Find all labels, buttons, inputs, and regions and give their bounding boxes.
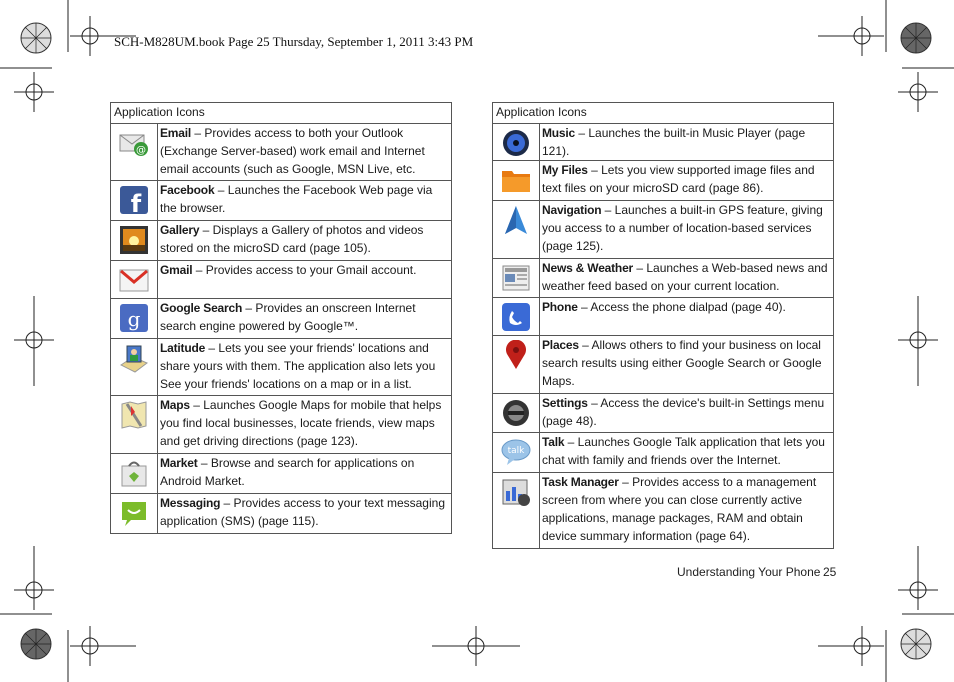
list-item: My Files – Lets you view supported image files and text files on your microSD card (page 86). bbox=[540, 161, 834, 201]
music-icon bbox=[501, 128, 531, 158]
email-icon bbox=[119, 128, 149, 158]
svg-text:g: g bbox=[127, 307, 141, 331]
svg-text:f: f bbox=[130, 190, 142, 215]
settings-icon bbox=[501, 398, 531, 428]
my-files-icon bbox=[501, 165, 531, 195]
list-item: Settings – Access the device's built-in Settings menu (page 48). bbox=[540, 394, 834, 433]
gallery-icon bbox=[119, 225, 149, 255]
phone-icon bbox=[501, 302, 531, 332]
list-item: Task Manager – Provides access to a management screen from where you can close currently active applications, manage packages, RAM and obtain device summary information (page 64). bbox=[540, 473, 834, 549]
list-item: Gmail – Provides access to your Gmail account. bbox=[158, 261, 452, 299]
application-icons-table-left bbox=[110, 102, 452, 534]
list-item: Maps – Launches Google Maps for mobile that helps you find local businesses, locate friends, view maps and get driving directions (page 123). bbox=[158, 396, 452, 454]
task-manager-icon bbox=[501, 477, 531, 507]
list-item: News & Weather – Launches a Web-based news and weather feed based on your current location. bbox=[540, 259, 834, 298]
table-title: Application Icons bbox=[493, 103, 834, 124]
market-icon bbox=[119, 458, 149, 488]
page-number: 25 bbox=[823, 565, 837, 579]
talk-icon bbox=[501, 437, 531, 467]
svg-text:@: @ bbox=[136, 145, 146, 156]
footer-section-title: Understanding Your Phone bbox=[677, 565, 821, 579]
list-item: Market – Browse and search for applications on Android Market. bbox=[158, 454, 452, 494]
book-info-line: SCH-M828UM.book Page 25 Thursday, September 1, 2011 3:43 PM bbox=[114, 34, 474, 49]
list-item: Facebook – Launches the Facebook Web page via the browser. bbox=[158, 181, 452, 221]
talk-icon-label: talk bbox=[507, 446, 525, 456]
list-item: Music – Launches the built-in Music Player (page 121). bbox=[540, 124, 834, 161]
places-icon bbox=[501, 340, 531, 370]
navigation-icon bbox=[501, 205, 531, 235]
list-item: Google Search – Provides an onscreen Internet search engine powered by Google™. bbox=[158, 299, 452, 339]
list-item: Messaging – Provides access to your text messaging application (SMS) (page 115). bbox=[158, 494, 452, 534]
google-search-icon bbox=[119, 303, 149, 333]
gmail-icon bbox=[119, 265, 149, 295]
list-item: Email – Provides access to both your Outlook (Exchange Server-based) work email and Internet email accounts (such as Google, MSN Live, etc. bbox=[158, 124, 452, 181]
messaging-icon bbox=[119, 498, 149, 528]
application-icons-table-right bbox=[492, 102, 834, 549]
list-item: Phone – Access the phone dialpad (page 40). bbox=[540, 298, 834, 336]
latitude-icon bbox=[119, 343, 149, 373]
maps-icon bbox=[119, 400, 149, 430]
facebook-icon bbox=[119, 185, 149, 215]
list-item: Navigation – Launches a built-in GPS feature, giving you access to a number of location-based services (page 125). bbox=[540, 201, 834, 259]
list-item: Talk – Launches Google Talk application that lets you chat with family and friends over the Internet. bbox=[540, 433, 834, 473]
list-item: Latitude – Lets you see your friends' locations and share yours with them. The application also lets you See your friends' locations on a map or in a list. bbox=[158, 339, 452, 396]
list-item: Gallery – Displays a Gallery of photos and videos stored on the microSD card (page 105). bbox=[158, 221, 452, 261]
list-item: Places – Allows others to find your business on local search results using either Google Search or Google Maps. bbox=[540, 336, 834, 394]
table-title: Application Icons bbox=[111, 103, 452, 124]
news-weather-icon bbox=[501, 263, 531, 293]
